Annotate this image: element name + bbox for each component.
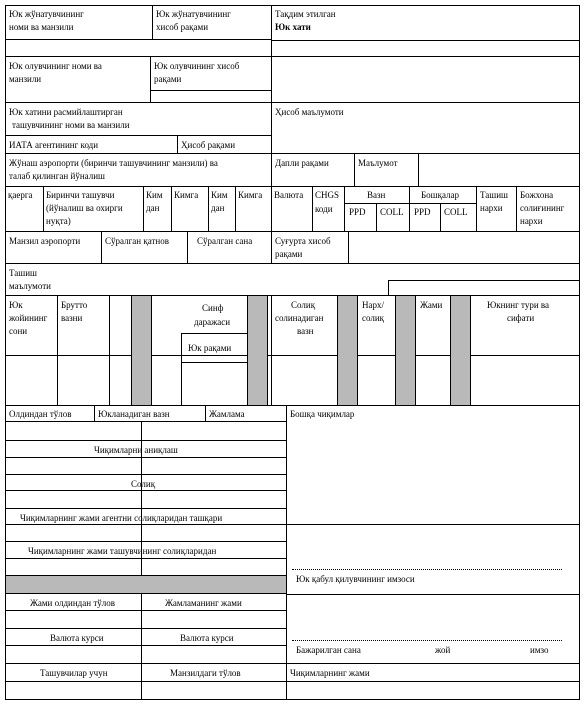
shipper-account-label-2: хисоб рақами: [156, 22, 209, 32]
to-3-label: Кимга: [238, 190, 263, 200]
destination-airport-label: Манзил аэропорти: [9, 236, 81, 246]
goods-shaded-column-4: [395, 295, 416, 406]
shipper-block: [5, 39, 272, 57]
consignee-account-label: Юк олувчининг хисоб: [154, 61, 240, 71]
consignee-name-label: Юк олувчининг номи ва: [9, 61, 102, 71]
total-prepaid-label: Жами олдиндан тўлов: [30, 598, 115, 608]
total-charges-divider: [286, 681, 580, 682]
other-charges-split: [440, 203, 441, 232]
optional-info-label: Маълумот: [358, 158, 398, 168]
nature-label-2: сифати: [507, 313, 535, 323]
pieces-label-2: жойининг: [9, 313, 48, 323]
first-carrier-label: Биринчи ташувчи: [46, 190, 115, 200]
first-carrier-label-2: (йўналиш ва охирги: [46, 203, 123, 213]
goods-shaded-column-3: [337, 295, 358, 406]
weight-charges-label: Вазн: [367, 190, 386, 200]
charges-line-13: [5, 663, 287, 664]
goods-col-sep-1: [57, 295, 58, 406]
goods-col-sep-2: [109, 295, 110, 406]
sci-box[interactable]: [388, 280, 580, 296]
accounting-info-label: Ҳисоб маълумоти: [275, 107, 344, 117]
carrier-signature-label: имзо: [530, 645, 549, 655]
other-charges-area-label: Бошқа чиқимлар: [290, 409, 355, 419]
chargeable-weight-label-2: солинадиган: [275, 313, 324, 323]
other-charges-area-divider: [286, 524, 580, 525]
carrier-execution-line[interactable]: [292, 640, 562, 641]
to-2-label: Кимга: [174, 190, 199, 200]
iata-code-label: ИАТА агентининг коди: [9, 140, 99, 150]
consignee-account-label-2: рақами: [154, 74, 182, 84]
nature-label: Юкнинг тури ва: [487, 300, 550, 310]
charges-line-1: [5, 421, 287, 422]
insurance-label-2: рақами: [275, 249, 303, 259]
departure-airport-label: Жўнаш аэропорти (биринчи ташувчининг манзили) ва: [9, 158, 218, 168]
air-waybill-title: Юк хати: [275, 22, 311, 32]
tax-label: Солиқ: [131, 479, 156, 489]
goods-col-sep-4: [271, 295, 272, 406]
gross-weight-label-2: вазни: [61, 313, 83, 323]
chargeable-weight-label: Солиқ: [291, 300, 316, 310]
weight-charge-label: Юкланадиган вазн: [98, 409, 170, 419]
consignee-name-label-2: манзили: [9, 74, 42, 84]
by-carrier-2-label-2: дан: [211, 203, 225, 213]
chgs-label: CHGS: [315, 190, 340, 200]
handling-info-label: Ташиш: [9, 268, 37, 278]
insurance-label: Суғурта хисоб: [275, 236, 331, 246]
agent-name-label-2: ташувчининг номи ва манзили: [12, 120, 130, 130]
shipper-account-label: Юк жўнатувчининг: [156, 9, 231, 19]
customs-value-label-3: нархи: [520, 216, 543, 226]
item-number-label: Юк рақами: [188, 343, 232, 353]
shipper-name-label: Юк жўнатувчининг: [9, 9, 84, 19]
departure-airport-label-2: талаб қилинган йўналиш: [9, 171, 105, 181]
carriage-value-label: Ташиш: [480, 190, 508, 200]
other-coll-label[interactable]: COLL: [444, 207, 468, 217]
destination-blank-cell: [348, 231, 580, 264]
charges-line-14: [5, 681, 287, 682]
reference-number-label: Дапли рақами: [275, 158, 329, 168]
currency-rate-2-label: Валюта курси: [180, 633, 234, 643]
shipper-signature-line[interactable]: [292, 569, 562, 570]
carrier-use-label: Ташувчилар учун: [40, 668, 108, 678]
requested-flight-label: Сўралган қатнов: [105, 236, 169, 246]
weight-ppd-label[interactable]: PPD: [349, 207, 366, 217]
customs-value-label-2: солиғининг: [520, 203, 565, 213]
routing-to-label: қаерга: [8, 190, 33, 200]
charges-line-5: [5, 490, 287, 491]
charges-line-6: [5, 508, 287, 509]
by-carrier-1-label: Ким: [146, 190, 163, 200]
charges-center-sep: [141, 421, 142, 575]
currency-rate-1-label: Валюта курси: [50, 633, 104, 643]
goods-shaded-column-5: [450, 295, 471, 406]
weight-charges-split: [376, 203, 377, 232]
charges-line-2: [5, 440, 287, 441]
issued-label: Тақдим этилган: [275, 9, 336, 19]
chgs-label-2: коди: [315, 204, 333, 214]
rate-class-label-2: даражаси: [194, 317, 231, 327]
other-ppd-label[interactable]: PPD: [414, 207, 431, 217]
gross-weight-label: Брутто: [61, 300, 88, 310]
destination-charges-label: Манзилдаги тўлов: [170, 668, 241, 678]
currency-label: Валюта: [274, 190, 304, 200]
other-charges-divider: [409, 203, 477, 204]
due-carrier-label: Чиқимларнинг жами ташувчининг солиқларидан: [28, 546, 217, 556]
carriage-value-label-2: нархи: [480, 203, 503, 213]
execution-area-divider: [286, 663, 580, 664]
conditions-cell: [271, 56, 580, 103]
pieces-label-3: сони: [9, 326, 28, 336]
executed-date-label: Бажарилган сана: [296, 645, 361, 655]
weight-charges-divider: [344, 203, 410, 204]
customs-value-label: Божхона: [520, 190, 554, 200]
charges-line-7: [5, 524, 287, 525]
goods-shaded-column-2: [247, 295, 268, 406]
prepaid-label: Олдиндан тўлов: [9, 409, 72, 419]
other-charges-label: Бошқалар: [421, 190, 460, 200]
charges-line-4: [5, 474, 287, 475]
rate-charge-label: Нарх/: [362, 300, 384, 310]
goods-header-line: [5, 355, 580, 356]
chargeable-weight-label-3: вазн: [297, 326, 314, 336]
by-carrier-1-label-2: дан: [146, 203, 160, 213]
weight-coll-label[interactable]: COLL: [380, 207, 404, 217]
goods-total-label: Жами: [420, 300, 443, 310]
departure-blank-cell: [418, 153, 580, 187]
charges-shaded-row: [5, 575, 287, 594]
pieces-label: Юк: [9, 300, 23, 310]
valuation-charge-label: Чиқимларни аниқлаш: [94, 445, 178, 455]
agent-name-label: Юк хатини расмийлаштирган: [9, 107, 123, 117]
charges-line-12: [5, 645, 287, 646]
charges-line-10: [5, 610, 287, 611]
total-charges-label: Чиқимларнинг жами: [290, 668, 370, 678]
due-agent-label: Чиқимларнинг жами агентни солиқларидан ташқари: [20, 513, 223, 523]
goods-shaded-column-1: [131, 295, 152, 406]
place-label: жой: [435, 645, 451, 655]
signature-area-divider: [286, 594, 580, 595]
shipper-name-label-2: номи ва манзили: [9, 22, 74, 32]
agent-account-label: Ҳисоб рақами: [181, 140, 236, 150]
handling-info-label-2: маълумоти: [9, 281, 51, 291]
total-collect-label: Жамламанинг жами: [165, 598, 242, 608]
requested-date-label: Сўралган сана: [197, 236, 253, 246]
shipper-signature-label: Юк қабул қилувчининг имзоси: [296, 574, 415, 584]
charges-header-sep-1: [94, 405, 95, 421]
issued-divider: [271, 40, 580, 41]
charges-line-9: [5, 558, 287, 559]
rate-charge-label-2: солиқ: [362, 313, 385, 323]
charges-line-11: [5, 628, 287, 629]
charges-line-8: [5, 541, 287, 542]
by-carrier-2-label: Ким: [211, 190, 228, 200]
charges-line-3: [5, 457, 287, 458]
rate-class-label: Синф: [202, 303, 224, 313]
collect-label: Жамлама: [209, 409, 245, 419]
charges-header-sep-2: [205, 405, 206, 421]
first-carrier-label-3: нуқта): [46, 216, 71, 226]
